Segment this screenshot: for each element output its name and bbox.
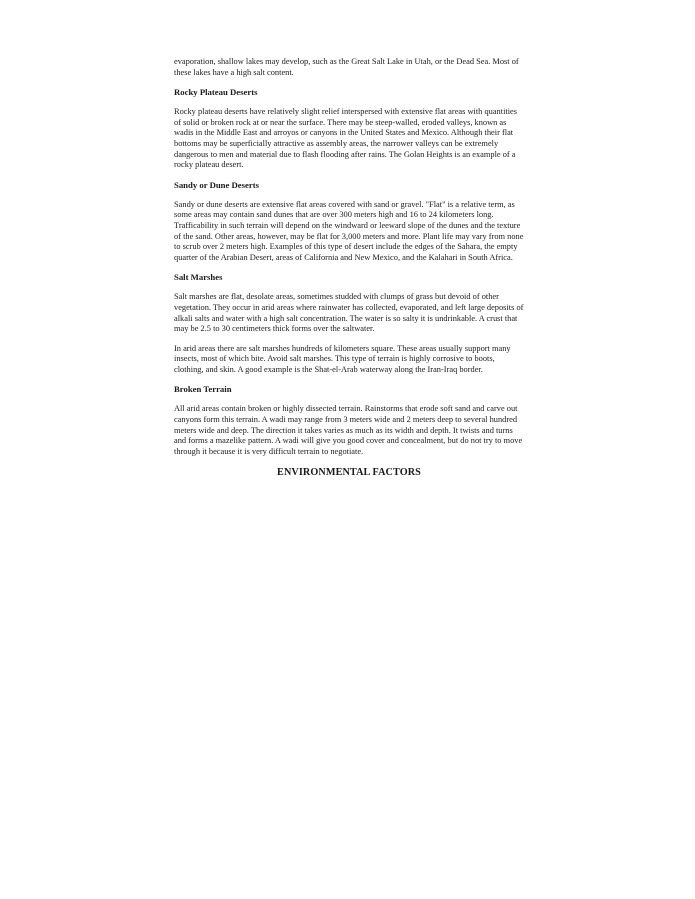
section-heading: Broken Terrain <box>174 384 232 395</box>
section-broken-terrain <box>174 384 524 457</box>
section-paragraph: Salt marshes are flat, desolate areas, sometimes studded with clumps of grass but devoid of other vegetation. They occur in arid areas where rainwater has collected, evaporated, and left large deposits of alkali salts and water with a high salt concentration. The water is so salty it is undrinkable. A crust that may be 2.5 to 30 centimeters thick forms over the saltwater. <box>174 292 524 334</box>
section-paragraph: Rocky plateau deserts have relatively slight relief interspersed with extensive flat areas with quantities of solid or broken rock at or near the surface. There may be steep-walled, eroded valleys, known as wadis in the Middle East and arroyos or canyons in the United States and Mexico. Although their flat bottoms may be superficially attractive as assembly areas, the narrower valleys can be extremely dangerous to men and material due to flash flooding after rains. The Golan Heights is an example of a rocky plateau desert. <box>174 107 518 170</box>
section-paragraph: All arid areas contain broken or highly dissected terrain. Rainstorms that erode soft sand and carve out canyons form this terrain. A wadi may range from 3 meters wide and 2 meters deep to several hundred meters wide and deep. The direction it takes varies as much as its width and depth. It twists and turns and forms a mazelike pattern. A wadi will give you good cover and concealment, but do not try to move through it because it is very difficult terrain to negotiate. <box>174 404 523 456</box>
section-title: ENVIRONMENTAL FACTORS <box>277 467 421 479</box>
section-paragraph: Sandy or dune deserts are extensive flat areas covered with sand or gravel. "Flat" is a relative term, as some areas may contain sand dunes that are over 300 meters high and 16 to 24 kilometers long. Trafficability in such terrain will depend on the windward or leeward slope of the dunes and the texture of the sand. Other areas, however, may be flat for 3,000 meters and more. Plant life may vary from none to scrub over 2 meters high. Examples of this type of desert include the edges of the Sahara, the empty quarter of the Arabian Desert, areas of California and New Mexico, and the Kalahari in South Africa. <box>174 199 524 262</box>
section-rocky-plateau <box>174 87 524 171</box>
document-page <box>174 57 524 478</box>
section-sandy-dune <box>174 180 524 264</box>
section-salt-marshes <box>174 272 524 375</box>
section-heading: Salt Marshes <box>174 272 223 283</box>
intro-paragraph: evaporation, shallow lakes may develop, such as the Great Salt Lake in Utah, or the Dead Sea. Most of these lakes have a high salt content. <box>174 57 519 77</box>
section-heading: Sandy or Dune Deserts <box>174 179 260 190</box>
section-heading: Rocky Plateau Deserts <box>174 87 258 98</box>
section-paragraph: In arid areas there are salt marshes hundreds of kilometers square. These areas usually support many insects, most of which bite. Avoid salt marshes. This type of terrain is highly corrosive to boots, clothing, and skin. A good example is the Shat-el-Arab waterway along the Iran-Iraq border. <box>174 343 511 374</box>
